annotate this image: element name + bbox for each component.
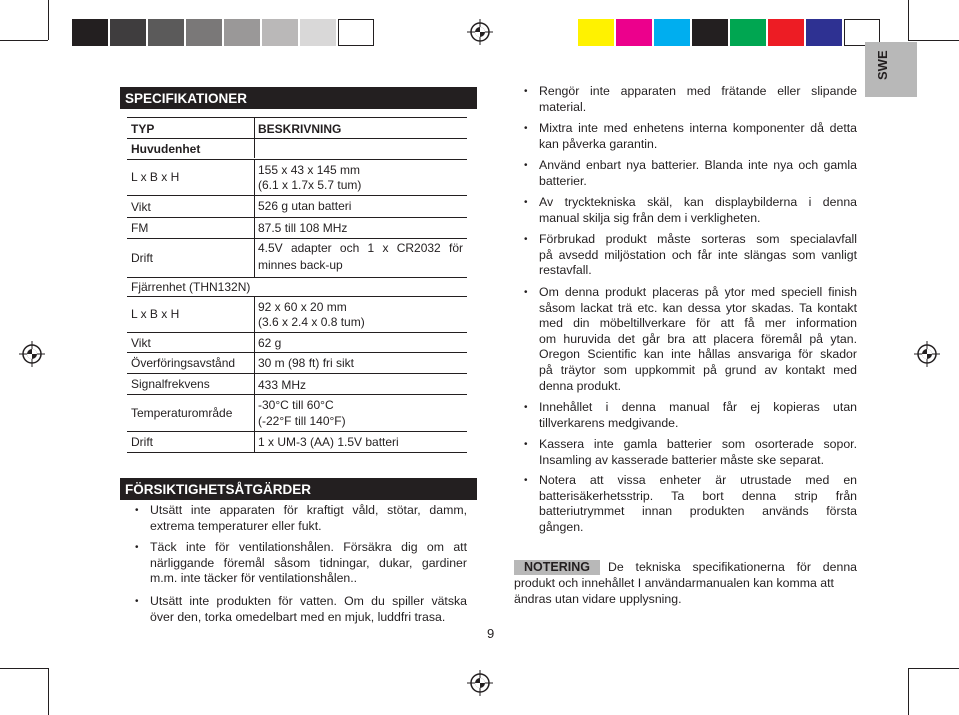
table-row <box>127 352 467 373</box>
color-swatch <box>110 19 146 46</box>
table-row <box>127 332 467 352</box>
spec-group-row <box>127 138 467 159</box>
bullet-line: batteriutrymmet innan produkten används första <box>539 504 857 519</box>
bullet-icon: • <box>524 86 528 97</box>
bullet-line: kan påverka garantin. <box>539 136 658 151</box>
bullet-line: restavfall. <box>539 263 592 278</box>
bullet-line: med din möbeltillverkare för att få mer information <box>539 316 857 331</box>
registration-mark-icon <box>467 670 493 696</box>
spec-header-row <box>127 117 467 138</box>
grayscale-bar <box>72 19 382 46</box>
row-key: Drift <box>131 435 153 449</box>
row-key: Drift <box>131 251 153 265</box>
color-swatch <box>806 19 842 46</box>
bullet-line: såsom lackat trä etc. kan dessa ytor skadas. Ta kontakt <box>539 300 857 315</box>
color-swatch <box>148 19 184 46</box>
bullet-line: tillverkarens medgivande. <box>539 415 679 430</box>
bullet-icon: • <box>524 475 528 486</box>
crop-line <box>48 0 49 40</box>
language-tab-label: SWE <box>875 50 890 80</box>
registration-mark-icon <box>467 19 493 45</box>
bullet-icon: • <box>524 234 528 245</box>
col-desc: BESKRIVNING <box>258 122 342 136</box>
bullet-line: på träytor som uppkommit på grund av kontakt med <box>539 363 857 377</box>
registration-mark-icon <box>914 341 940 367</box>
color-bar <box>578 19 888 46</box>
row-value: 433 MHz <box>258 378 307 392</box>
row-value: 30 m (98 ft) fri sikt <box>258 356 355 370</box>
row-key: FM <box>131 221 149 235</box>
row-value: 92 x 60 x 20 mm <box>258 300 347 314</box>
bullet-line: Förbrukad produkt måste sorteras som specialavfall <box>539 232 857 246</box>
bullet-line: batterisäkerhetsstrip. Ta bort denna strip från <box>539 488 857 503</box>
bullet-line: manual skilja sig från dem i verkligheten. <box>539 210 761 225</box>
row-value: 62 g <box>258 336 282 350</box>
table-row <box>127 296 467 332</box>
crop-line <box>48 668 49 715</box>
bullet-line: m.m. inte täcker för ventilationshålen.. <box>150 571 358 586</box>
color-swatch <box>768 19 804 46</box>
row-key: Vikt <box>131 200 151 214</box>
color-swatch <box>300 19 336 46</box>
table-row <box>127 159 467 195</box>
main-unit-label: Huvudenhet <box>131 142 201 156</box>
note-text: ändras utan vidare upplysning. <box>514 592 682 606</box>
color-swatch <box>186 19 222 46</box>
bullet-line: närliggande föremål såsom tidningar, dukar, gardiner <box>150 555 467 570</box>
table-divider <box>254 117 255 158</box>
bullet-line: extrema temperaturer eller fukt. <box>150 518 322 533</box>
color-swatch <box>654 19 690 46</box>
row-value: 4.5V adapter och 1 x CR2032 för <box>258 241 463 255</box>
bullet-icon: • <box>135 596 139 607</box>
row-value: 87.5 till 108 MHz <box>258 221 348 235</box>
bullet-line: Oregon Scientific kan inte hållas ansvariga för skador <box>539 347 857 362</box>
bullet-line: Täck inte för ventilationshålen. Försäkra dig om att <box>150 540 467 554</box>
bullet-icon: • <box>524 287 528 298</box>
registration-mark-icon <box>19 341 45 367</box>
crop-line <box>0 40 48 41</box>
spec-group-row <box>127 277 467 296</box>
color-swatch <box>338 19 374 46</box>
color-swatch <box>72 19 108 46</box>
color-swatch <box>224 19 260 46</box>
color-swatch <box>616 19 652 46</box>
bullet-icon: • <box>524 439 528 450</box>
table-row <box>127 217 467 238</box>
table-row <box>127 238 467 277</box>
bullet-line: på avsedd miljöstation och får inte slängas som vanligt <box>539 247 857 262</box>
col-type: TYP <box>131 122 155 136</box>
row-value: (-22°F till 140°F) <box>258 414 346 428</box>
bullet-icon: • <box>135 505 139 516</box>
row-value: (3.6 x 2.4 x 0.8 tum) <box>258 315 365 329</box>
bullet-line: över den, torka omedelbart med en mjuk, luddfri trasa. <box>150 609 446 624</box>
bullet-line: material. <box>539 99 587 114</box>
row-key: Signalfrekvens <box>131 377 210 391</box>
bullet-line: Av trycktekniska skäl, kan displaybilderna i denna <box>539 195 857 209</box>
table-row <box>127 431 467 453</box>
note-text: De tekniska specifikationerna för denna <box>608 560 857 574</box>
crop-line <box>908 668 909 715</box>
row-key: L x B x H <box>131 170 180 184</box>
row-key: Överföringsavstånd <box>131 356 236 370</box>
bullet-line: Insamling av kasserade batterier måste ske separat. <box>539 452 825 467</box>
bullet-icon: • <box>524 160 528 171</box>
row-value: 1 x UM-3 (AA) 1.5V batteri <box>258 435 399 449</box>
row-value: -30°C till 60°C <box>258 398 334 412</box>
row-key: Temperaturområde <box>131 406 233 420</box>
row-value: 526 g utan batteri <box>258 199 352 213</box>
row-value: (6.1 x 1.7x 5.7 tum) <box>258 178 362 192</box>
remote-unit-label: Fjärrenhet (THN132N) <box>131 280 251 294</box>
bullet-icon: • <box>135 542 139 553</box>
crop-line <box>0 668 48 669</box>
table-row <box>127 394 467 431</box>
row-value: minnes back-up <box>258 258 343 272</box>
bullet-line: om huruvida det går bra att placera föremål på ytan. <box>539 331 857 346</box>
color-swatch <box>692 19 728 46</box>
table-divider <box>254 296 255 452</box>
bullet-icon: • <box>524 402 528 413</box>
page-number: 9 <box>487 626 495 641</box>
precautions-heading: FÖRSIKTIGHETSÅTGÄRDER <box>120 478 477 500</box>
note-text: produkt och innehållet I användarmanualen kan komma att <box>514 576 834 590</box>
crop-line <box>908 0 909 40</box>
bullet-line: batterier. <box>539 173 587 188</box>
bullet-line: Utsätt inte apparaten för kraftigt våld, stötar, damm, <box>150 503 467 517</box>
spec-heading: SPECIFIKATIONER <box>120 87 477 109</box>
bullet-line: Rengör inte apparaten med frätande eller slipande <box>539 84 857 98</box>
bullet-line: denna produkt. <box>539 378 622 393</box>
row-key: Vikt <box>131 336 151 350</box>
table-row <box>127 373 467 394</box>
bullet-line: Innehållet i denna manual får ej kopieras utan <box>539 400 857 414</box>
bullet-line: Utsätt inte produkten för vatten. Om du spiller vätska <box>150 594 467 608</box>
bullet-icon: • <box>524 197 528 208</box>
bullet-line: Kassera inte gamla batterier som osorterade sopor. <box>539 437 857 451</box>
note-label: NOTERING <box>514 560 600 575</box>
crop-line <box>908 40 959 41</box>
language-tab <box>865 42 917 97</box>
row-value: 155 x 43 x 145 mm <box>258 163 361 177</box>
color-swatch <box>262 19 298 46</box>
bullet-line: Använd enbart nya batterier. Blanda inte nya och gamla <box>539 158 857 172</box>
bullet-line: Om denna produkt placeras på ytor med speciell finish <box>539 285 857 299</box>
table-divider <box>254 159 255 277</box>
table-row <box>127 195 467 217</box>
bullet-line: gången. <box>539 519 584 534</box>
bullet-icon: • <box>524 123 528 134</box>
crop-line <box>908 668 959 669</box>
row-key: L x B x H <box>131 307 180 321</box>
color-swatch <box>730 19 766 46</box>
bullet-line: Mixtra inte med enhetens interna komponenter då detta <box>539 121 857 135</box>
color-swatch <box>578 19 614 46</box>
bullet-line: Notera att vissa enheter är utrustade med en <box>539 473 857 487</box>
